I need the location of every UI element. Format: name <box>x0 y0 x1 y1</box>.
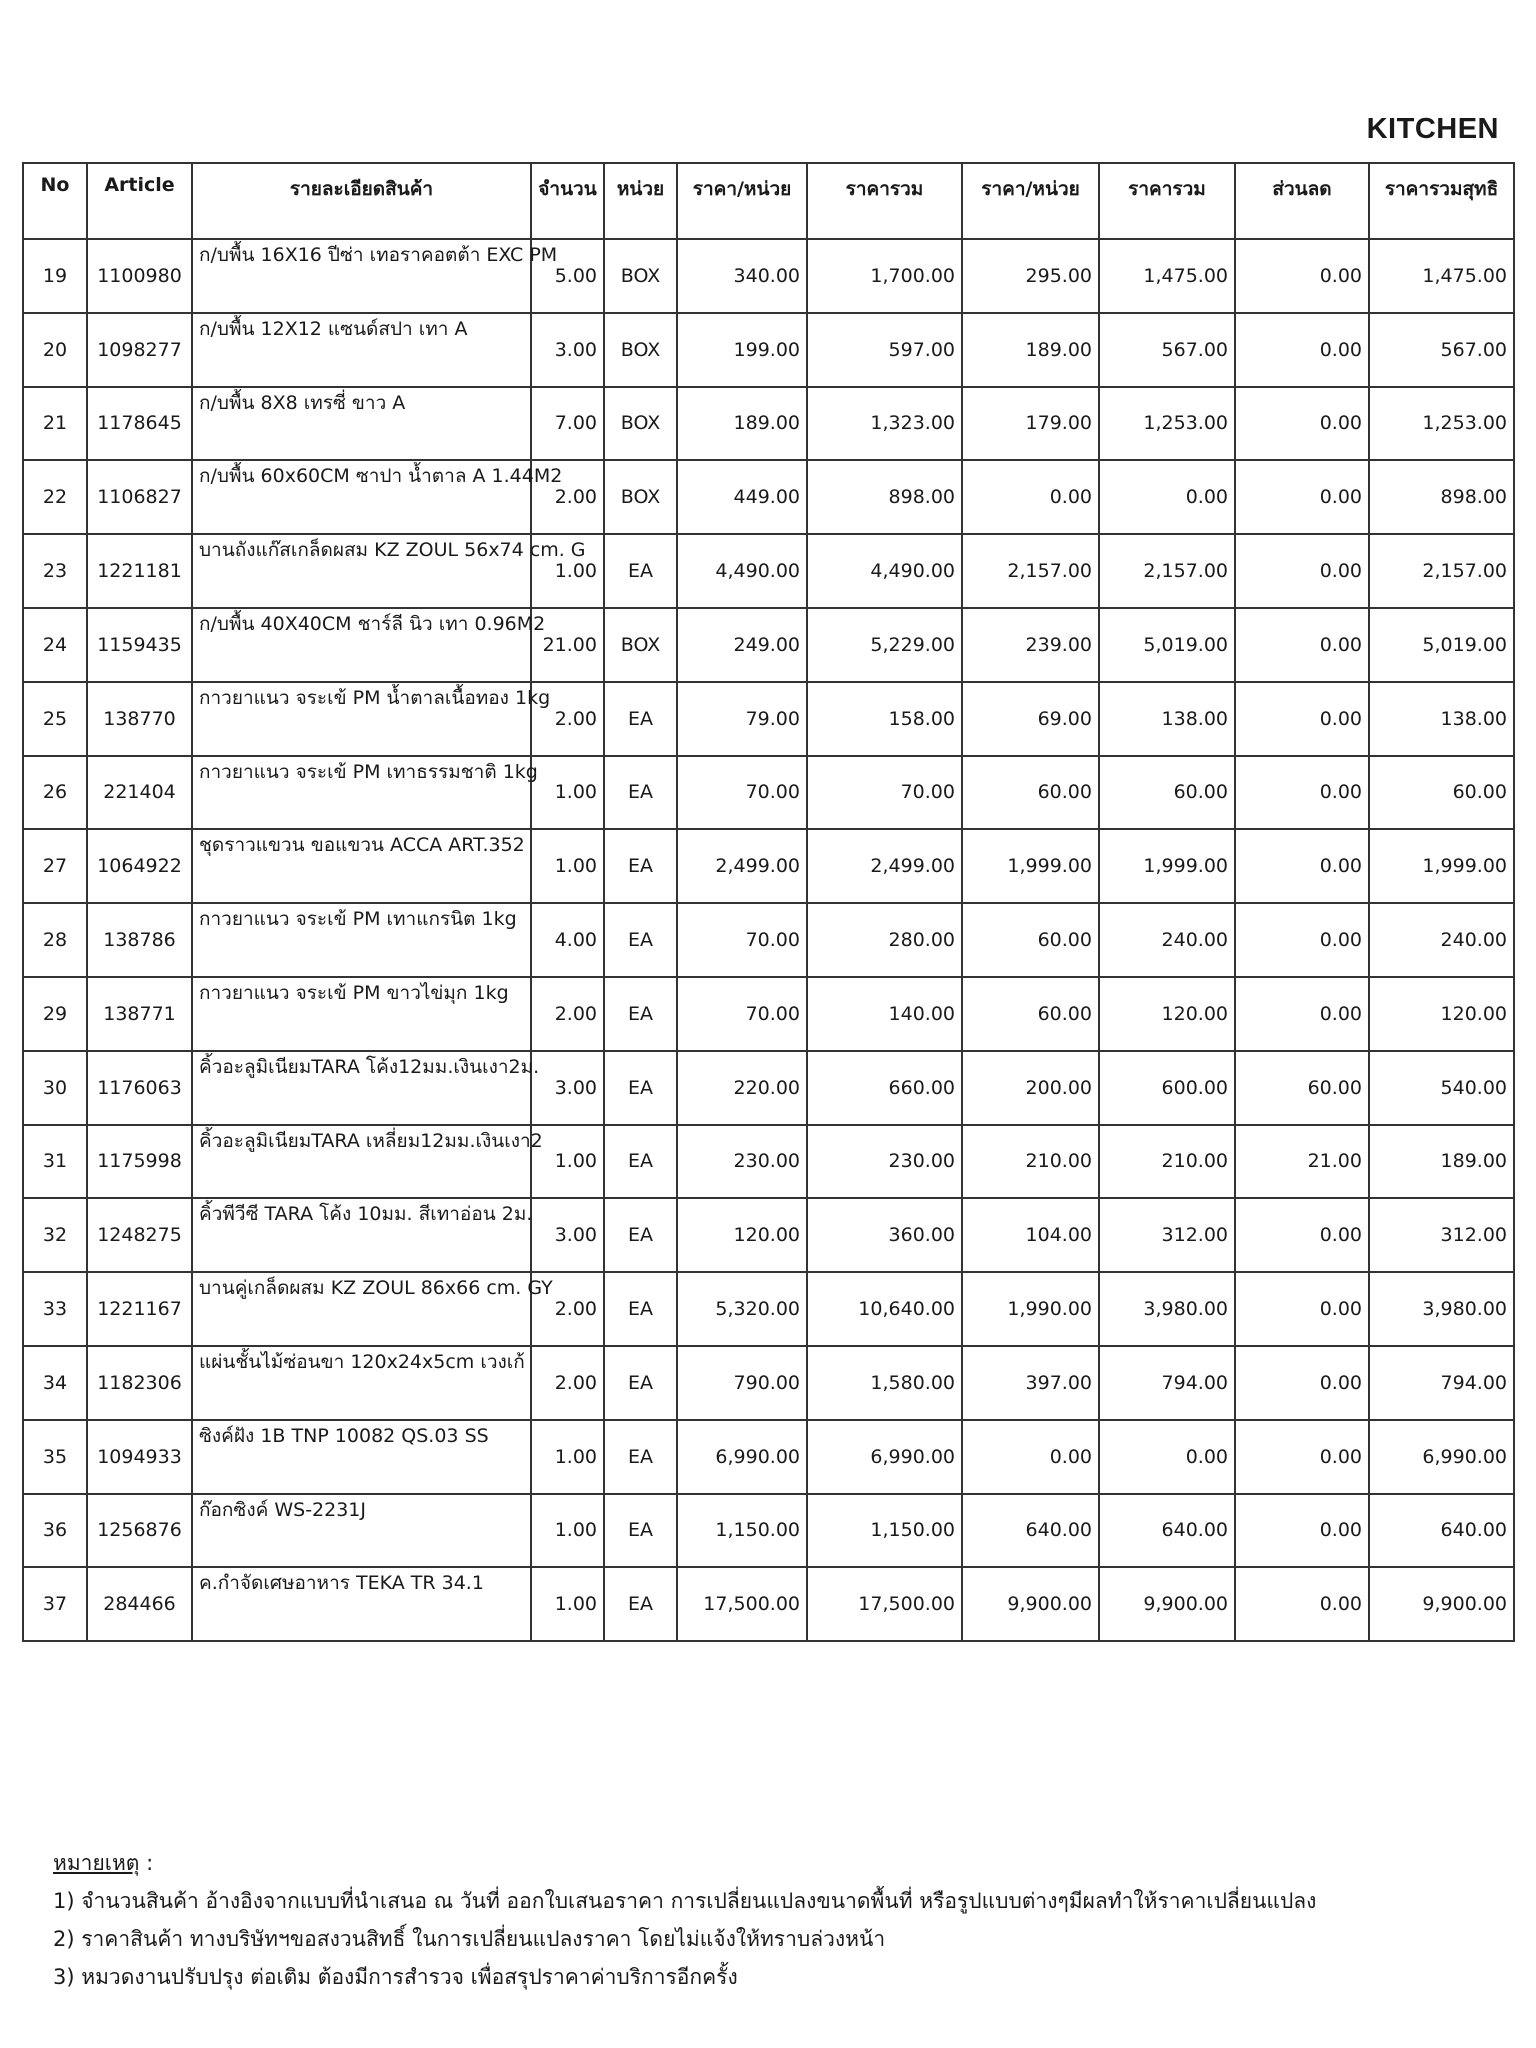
cell-description: กาวยาแนว จระเข้ PM น้ำตาลเนื้อทอง 1kg <box>192 682 531 756</box>
cell-article: 138786 <box>87 903 192 977</box>
cell-unit: EA <box>604 1198 677 1272</box>
cell-discount: 0.00 <box>1235 1420 1369 1494</box>
cell-no: 29 <box>23 977 87 1051</box>
cell-article: 1248275 <box>87 1198 192 1272</box>
cell-no: 20 <box>23 313 87 387</box>
cell-total-2: 1,253.00 <box>1099 387 1235 461</box>
table-row <box>23 534 1514 608</box>
cell-total-2: 240.00 <box>1099 903 1235 977</box>
cell-article: 1182306 <box>87 1346 192 1420</box>
cell-quantity: 2.00 <box>531 1272 604 1346</box>
cell-description: กาวยาแนว จระเข้ PM ขาวไข่มุก 1kg <box>192 977 531 1051</box>
cell-unit-price: 230.00 <box>677 1125 807 1199</box>
cell-unit-price: 4,490.00 <box>677 534 807 608</box>
cell-article: 138771 <box>87 977 192 1051</box>
cell-total: 597.00 <box>807 313 962 387</box>
cell-description: ก/บพื้น 12X12 แซนด์สปา เทา A <box>192 313 531 387</box>
cell-unit-price-2: 2,157.00 <box>962 534 1099 608</box>
cell-unit-price-2: 104.00 <box>962 1198 1099 1272</box>
cell-unit-price-2: 189.00 <box>962 313 1099 387</box>
cell-discount: 0.00 <box>1235 387 1369 461</box>
cell-total: 70.00 <box>807 756 962 830</box>
cell-quantity: 2.00 <box>531 682 604 756</box>
cell-total: 2,499.00 <box>807 829 962 903</box>
table-row <box>23 1198 1514 1272</box>
cell-description: ก/บพื้น 60x60CM ซาปา น้ำตาล A 1.44M2 <box>192 460 531 534</box>
cell-discount: 0.00 <box>1235 829 1369 903</box>
cell-unit-price-2: 200.00 <box>962 1051 1099 1125</box>
cell-discount: 0.00 <box>1235 756 1369 830</box>
cell-article: 1064922 <box>87 829 192 903</box>
cell-total-2: 2,157.00 <box>1099 534 1235 608</box>
cell-net-total: 5,019.00 <box>1369 608 1514 682</box>
cell-discount: 0.00 <box>1235 1346 1369 1420</box>
cell-total-2: 1,999.00 <box>1099 829 1235 903</box>
cell-unit: EA <box>604 1494 677 1568</box>
cell-quantity: 2.00 <box>531 977 604 1051</box>
cell-quantity: 1.00 <box>531 1567 604 1641</box>
cell-net-total: 540.00 <box>1369 1051 1514 1125</box>
cell-no: 19 <box>23 239 87 313</box>
cell-no: 31 <box>23 1125 87 1199</box>
cell-unit-price: 17,500.00 <box>677 1567 807 1641</box>
cell-article: 1159435 <box>87 608 192 682</box>
table-row <box>23 1051 1514 1125</box>
notes-heading: หมายเหตุ <box>53 1851 140 1875</box>
cell-description: ค.กำจัดเศษอาหาร TEKA TR 34.1 <box>192 1567 531 1641</box>
cell-unit-price-2: 239.00 <box>962 608 1099 682</box>
cell-unit-price-2: 0.00 <box>962 1420 1099 1494</box>
table-row <box>23 608 1514 682</box>
cell-discount: 0.00 <box>1235 1567 1369 1641</box>
cell-total: 158.00 <box>807 682 962 756</box>
cell-quantity: 3.00 <box>531 1051 604 1125</box>
cell-description: บานคู่เกล็ดผสม KZ ZOUL 86x66 cm. GY <box>192 1272 531 1346</box>
cell-net-total: 2,157.00 <box>1369 534 1514 608</box>
cell-description: ก/บพื้น 8X8 เทรซี่ ขาว A <box>192 387 531 461</box>
cell-net-total: 1,999.00 <box>1369 829 1514 903</box>
cell-unit-price: 79.00 <box>677 682 807 756</box>
cell-description: ซิงค์ฝัง 1B TNP 10082 QS.03 SS <box>192 1420 531 1494</box>
cell-article: 1175998 <box>87 1125 192 1199</box>
header-total-2: ราคารวม <box>1099 163 1235 239</box>
cell-unit-price: 70.00 <box>677 756 807 830</box>
cell-unit-price-2: 60.00 <box>962 903 1099 977</box>
cell-unit-price-2: 9,900.00 <box>962 1567 1099 1641</box>
note-item: 1) จำนวนสินค้า อ้างอิงจากแบบที่นำเสนอ ณ วันที่ ออกใบเสนอราคา การเปลี่ยนแปลงขนาดพื้นที่ หรือรูปแบบต่างๆมีผลทำให้ราคาเปลี่ยนแปลง <box>53 1889 1317 1913</box>
cell-total-2: 138.00 <box>1099 682 1235 756</box>
table-row <box>23 756 1514 830</box>
table-row <box>23 387 1514 461</box>
cell-unit-price-2: 295.00 <box>962 239 1099 313</box>
cell-unit-price: 449.00 <box>677 460 807 534</box>
cell-no: 26 <box>23 756 87 830</box>
cell-total: 280.00 <box>807 903 962 977</box>
cell-article: 1100980 <box>87 239 192 313</box>
cell-total: 6,990.00 <box>807 1420 962 1494</box>
cell-no: 23 <box>23 534 87 608</box>
cell-article: 1094933 <box>87 1420 192 1494</box>
cell-description: กาวยาแนว จระเข้ PM เทาธรรมชาติ 1kg <box>192 756 531 830</box>
cell-no: 30 <box>23 1051 87 1125</box>
cell-no: 34 <box>23 1346 87 1420</box>
table-row <box>23 1567 1514 1641</box>
cell-total: 10,640.00 <box>807 1272 962 1346</box>
cell-unit: EA <box>604 1272 677 1346</box>
table-row <box>23 977 1514 1051</box>
cell-net-total: 9,900.00 <box>1369 1567 1514 1641</box>
note-item: 3) หมวดงานปรับปรุง ต่อเติม ต้องมีการสำรวจ เพื่อสรุปราคาค่าบริการอีกครั้ง <box>53 1965 738 1989</box>
cell-description: ก/บพื้น 40X40CM ชาร์ลี นิว เทา 0.96M2 <box>192 608 531 682</box>
cell-unit-price-2: 69.00 <box>962 682 1099 756</box>
cell-net-total: 60.00 <box>1369 756 1514 830</box>
note-item: 2) ราคาสินค้า ทางบริษัทฯขอสงวนสิทธิ์ ในการเปลี่ยนแปลงราคา โดยไม่แจ้งให้ทราบล่วงหน้า <box>53 1927 886 1951</box>
cell-unit: EA <box>604 1051 677 1125</box>
cell-net-total: 898.00 <box>1369 460 1514 534</box>
cell-quantity: 1.00 <box>531 1125 604 1199</box>
notes-heading-line <box>53 1844 1316 1882</box>
cell-unit-price: 199.00 <box>677 313 807 387</box>
cell-article: 138770 <box>87 682 192 756</box>
cell-quantity: 1.00 <box>531 829 604 903</box>
cell-unit: EA <box>604 1567 677 1641</box>
cell-unit: EA <box>604 534 677 608</box>
cell-description: กาวยาแนว จระเข้ PM เทาแกรนิต 1kg <box>192 903 531 977</box>
cell-description: แผ่นชั้นไม้ซ่อนขา 120x24x5cm เวงเก้ <box>192 1346 531 1420</box>
cell-unit-price: 340.00 <box>677 239 807 313</box>
cell-unit-price: 189.00 <box>677 387 807 461</box>
header-unit-price: ราคา/หน่วย <box>677 163 807 239</box>
cell-quantity: 4.00 <box>531 903 604 977</box>
cell-quantity: 7.00 <box>531 387 604 461</box>
cell-total-2: 210.00 <box>1099 1125 1235 1199</box>
cell-description: คิ้วพีวีซี TARA โค้ง 10มม. สีเทาอ่อน 2ม. <box>192 1198 531 1272</box>
cell-net-total: 640.00 <box>1369 1494 1514 1568</box>
cell-description: คิ้วอะลูมิเนียมTARA โค้ง12มม.เงินเงา2ม. <box>192 1051 531 1125</box>
cell-quantity: 3.00 <box>531 313 604 387</box>
cell-total-2: 794.00 <box>1099 1346 1235 1420</box>
cell-total: 140.00 <box>807 977 962 1051</box>
cell-total-2: 1,475.00 <box>1099 239 1235 313</box>
table-row <box>23 460 1514 534</box>
cell-unit: EA <box>604 977 677 1051</box>
cell-net-total: 567.00 <box>1369 313 1514 387</box>
cell-unit: EA <box>604 1125 677 1199</box>
cell-unit-price: 70.00 <box>677 903 807 977</box>
table-row <box>23 1125 1514 1199</box>
cell-quantity: 1.00 <box>531 534 604 608</box>
cell-description: คิ้วอะลูมิเนียมTARA เหลี่ยม12มม.เงินเงา2 <box>192 1125 531 1199</box>
cell-unit-price-2: 210.00 <box>962 1125 1099 1199</box>
header-no: No <box>23 163 87 239</box>
cell-total: 5,229.00 <box>807 608 962 682</box>
cell-article: 221404 <box>87 756 192 830</box>
cell-discount: 0.00 <box>1235 608 1369 682</box>
cell-description: ก/บพื้น 16X16 ปีซ่า เทอราคอตต้า EXC PM <box>192 239 531 313</box>
table-row <box>23 829 1514 903</box>
cell-unit-price-2: 397.00 <box>962 1346 1099 1420</box>
quotation-table <box>22 162 1515 1642</box>
cell-discount: 0.00 <box>1235 903 1369 977</box>
table-row <box>23 1272 1514 1346</box>
cell-article: 1221181 <box>87 534 192 608</box>
cell-quantity: 1.00 <box>531 1494 604 1568</box>
cell-total: 360.00 <box>807 1198 962 1272</box>
cell-no: 37 <box>23 1567 87 1641</box>
cell-quantity: 1.00 <box>531 1420 604 1494</box>
cell-quantity: 21.00 <box>531 608 604 682</box>
cell-unit-price: 790.00 <box>677 1346 807 1420</box>
cell-unit-price-2: 640.00 <box>962 1494 1099 1568</box>
cell-unit-price-2: 179.00 <box>962 387 1099 461</box>
cell-total-2: 0.00 <box>1099 1420 1235 1494</box>
cell-total: 660.00 <box>807 1051 962 1125</box>
cell-total-2: 640.00 <box>1099 1494 1235 1568</box>
cell-total-2: 600.00 <box>1099 1051 1235 1125</box>
cell-no: 32 <box>23 1198 87 1272</box>
cell-total: 4,490.00 <box>807 534 962 608</box>
cell-unit-price-2: 60.00 <box>962 756 1099 830</box>
cell-total: 1,323.00 <box>807 387 962 461</box>
cell-unit-price-2: 1,990.00 <box>962 1272 1099 1346</box>
cell-unit-price: 1,150.00 <box>677 1494 807 1568</box>
cell-unit: EA <box>604 829 677 903</box>
cell-net-total: 3,980.00 <box>1369 1272 1514 1346</box>
cell-description: ก๊อกซิงค์ WS-2231J <box>192 1494 531 1568</box>
notes-section <box>53 1844 1316 1996</box>
cell-unit: BOX <box>604 239 677 313</box>
table-row <box>23 239 1514 313</box>
cell-discount: 21.00 <box>1235 1125 1369 1199</box>
cell-description: ชุดราวแขวน ขอแขวน ACCA ART.352 <box>192 829 531 903</box>
cell-unit-price: 6,990.00 <box>677 1420 807 1494</box>
cell-discount: 0.00 <box>1235 239 1369 313</box>
cell-unit: BOX <box>604 460 677 534</box>
cell-no: 22 <box>23 460 87 534</box>
cell-article: 1098277 <box>87 313 192 387</box>
table-row <box>23 1494 1514 1568</box>
header-quantity: จำนวน <box>531 163 604 239</box>
cell-quantity: 2.00 <box>531 1346 604 1420</box>
cell-quantity: 1.00 <box>531 756 604 830</box>
cell-no: 24 <box>23 608 87 682</box>
cell-article: 1178645 <box>87 387 192 461</box>
header-unit-price-2: ราคา/หน่วย <box>962 163 1099 239</box>
cell-unit: EA <box>604 1346 677 1420</box>
cell-quantity: 2.00 <box>531 460 604 534</box>
cell-discount: 0.00 <box>1235 460 1369 534</box>
cell-no: 28 <box>23 903 87 977</box>
cell-unit-price: 120.00 <box>677 1198 807 1272</box>
cell-total-2: 9,900.00 <box>1099 1567 1235 1641</box>
cell-no: 25 <box>23 682 87 756</box>
header-total: ราคารวม <box>807 163 962 239</box>
section-title: KITCHEN <box>1366 113 1499 145</box>
cell-net-total: 312.00 <box>1369 1198 1514 1272</box>
cell-total-2: 3,980.00 <box>1099 1272 1235 1346</box>
cell-discount: 0.00 <box>1235 313 1369 387</box>
cell-quantity: 5.00 <box>531 239 604 313</box>
cell-discount: 0.00 <box>1235 1494 1369 1568</box>
cell-net-total: 794.00 <box>1369 1346 1514 1420</box>
table-row <box>23 903 1514 977</box>
cell-unit-price: 220.00 <box>677 1051 807 1125</box>
cell-discount: 0.00 <box>1235 682 1369 756</box>
cell-total-2: 0.00 <box>1099 460 1235 534</box>
cell-unit: BOX <box>604 387 677 461</box>
cell-total-2: 567.00 <box>1099 313 1235 387</box>
cell-article: 284466 <box>87 1567 192 1641</box>
header-net-total: ราคารวมสุทธิ <box>1369 163 1514 239</box>
cell-total: 230.00 <box>807 1125 962 1199</box>
cell-net-total: 1,253.00 <box>1369 387 1514 461</box>
cell-total: 898.00 <box>807 460 962 534</box>
cell-unit-price: 70.00 <box>677 977 807 1051</box>
cell-unit: BOX <box>604 608 677 682</box>
cell-unit-price-2: 60.00 <box>962 977 1099 1051</box>
cell-net-total: 120.00 <box>1369 977 1514 1051</box>
cell-unit: BOX <box>604 313 677 387</box>
cell-total: 1,150.00 <box>807 1494 962 1568</box>
table-row <box>23 313 1514 387</box>
cell-unit-price-2: 1,999.00 <box>962 829 1099 903</box>
cell-article: 1256876 <box>87 1494 192 1568</box>
cell-no: 27 <box>23 829 87 903</box>
cell-article: 1221167 <box>87 1272 192 1346</box>
cell-total-2: 312.00 <box>1099 1198 1235 1272</box>
cell-no: 35 <box>23 1420 87 1494</box>
cell-net-total: 189.00 <box>1369 1125 1514 1199</box>
cell-discount: 0.00 <box>1235 534 1369 608</box>
cell-unit: EA <box>604 682 677 756</box>
cell-net-total: 240.00 <box>1369 903 1514 977</box>
cell-unit: EA <box>604 903 677 977</box>
cell-discount: 60.00 <box>1235 1051 1369 1125</box>
cell-total: 17,500.00 <box>807 1567 962 1641</box>
header-description: รายละเอียดสินค้า <box>192 163 531 239</box>
cell-article: 1176063 <box>87 1051 192 1125</box>
cell-total-2: 5,019.00 <box>1099 608 1235 682</box>
table-header-row <box>23 163 1514 239</box>
table-row <box>23 682 1514 756</box>
cell-unit: EA <box>604 1420 677 1494</box>
cell-total-2: 60.00 <box>1099 756 1235 830</box>
header-unit: หน่วย <box>604 163 677 239</box>
cell-unit-price-2: 0.00 <box>962 460 1099 534</box>
table-row <box>23 1420 1514 1494</box>
cell-no: 21 <box>23 387 87 461</box>
cell-no: 36 <box>23 1494 87 1568</box>
cell-discount: 0.00 <box>1235 977 1369 1051</box>
cell-no: 33 <box>23 1272 87 1346</box>
cell-unit-price: 5,320.00 <box>677 1272 807 1346</box>
cell-total: 1,700.00 <box>807 239 962 313</box>
cell-net-total: 138.00 <box>1369 682 1514 756</box>
cell-discount: 0.00 <box>1235 1272 1369 1346</box>
cell-net-total: 1,475.00 <box>1369 239 1514 313</box>
cell-quantity: 3.00 <box>531 1198 604 1272</box>
cell-discount: 0.00 <box>1235 1198 1369 1272</box>
notes-heading-colon: : <box>139 1851 154 1875</box>
cell-net-total: 6,990.00 <box>1369 1420 1514 1494</box>
header-discount: ส่วนลด <box>1235 163 1369 239</box>
cell-total: 1,580.00 <box>807 1346 962 1420</box>
header-article: Article <box>87 163 192 239</box>
cell-unit-price: 2,499.00 <box>677 829 807 903</box>
cell-unit-price: 249.00 <box>677 608 807 682</box>
cell-unit: EA <box>604 756 677 830</box>
cell-article: 1106827 <box>87 460 192 534</box>
cell-total-2: 120.00 <box>1099 977 1235 1051</box>
table-row <box>23 1346 1514 1420</box>
cell-description: บานถังแก๊สเกล็ดผสม KZ ZOUL 56x74 cm. G <box>192 534 531 608</box>
